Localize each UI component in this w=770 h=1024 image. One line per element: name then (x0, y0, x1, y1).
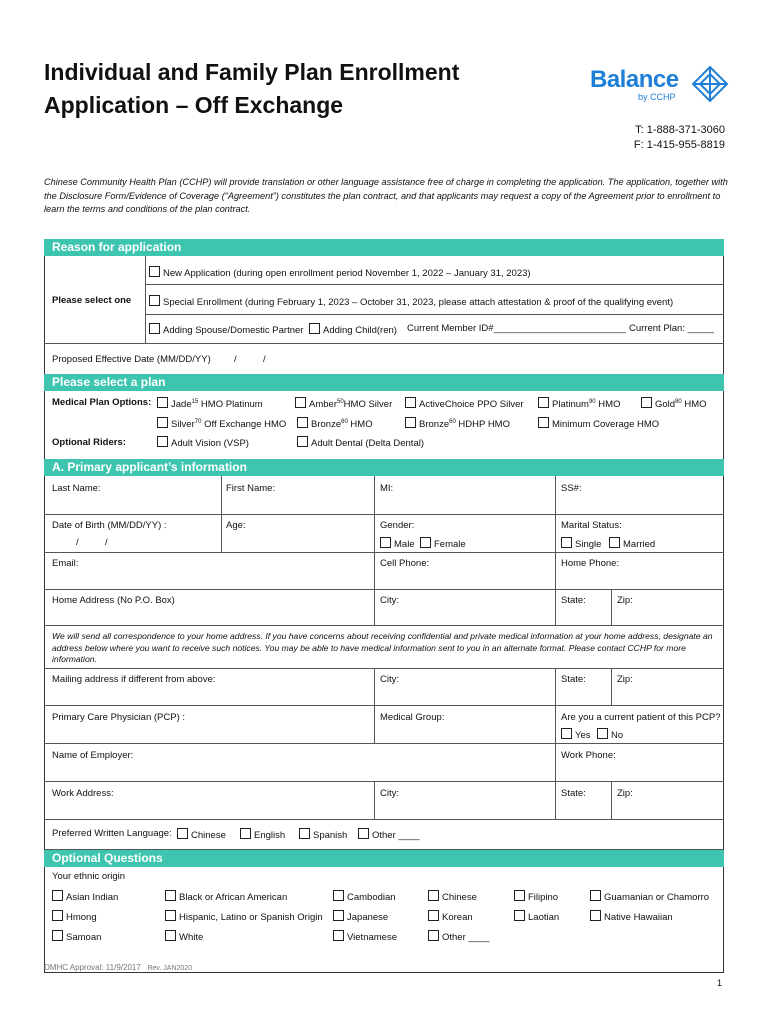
home-address-field[interactable]: Home Address (No P.O. Box) (52, 595, 175, 606)
date-separator: / (76, 537, 79, 548)
city-field[interactable]: City: (380, 595, 399, 606)
option-label: Samoan (66, 932, 102, 943)
work-address-field[interactable]: Work Address: (52, 788, 114, 799)
ethnicity-option[interactable] (165, 890, 287, 903)
female-checkbox[interactable] (420, 537, 431, 548)
rider-label: Adult Dental (Delta Dental) (311, 438, 424, 449)
plan-amber-checkbox[interactable] (295, 397, 306, 408)
ethnicity-option[interactable] (52, 890, 118, 903)
plan-label: HMO Platinum (198, 399, 263, 410)
plan-bronze-hdhp[interactable] (405, 417, 510, 430)
mailing-address-field[interactable]: Mailing address if different from above: (52, 674, 216, 685)
lang-english-checkbox[interactable] (240, 828, 251, 839)
ethnicity-checkbox[interactable] (590, 910, 601, 921)
plan-bronze-hdhp-checkbox[interactable] (405, 417, 416, 428)
date-separator: / (263, 354, 266, 365)
option-label: Filipino (528, 892, 559, 903)
mailing-state-field[interactable]: State: (561, 674, 586, 685)
special-enrollment-option[interactable] (149, 295, 673, 308)
plan-platinum-checkbox[interactable] (538, 397, 549, 408)
divider (44, 819, 724, 820)
ethnicity-option[interactable] (428, 890, 477, 903)
divider (555, 781, 556, 819)
divider (374, 476, 375, 625)
current-patient-yes[interactable] (561, 728, 591, 741)
address-notice: We will send all correspondence to your home address. If you have concerns about receiving confidential and private medical information at your home address, designate an address below where you want to receive such notices. You may be able to have medical information sent to you in an alternate format. Please contact CCHP for more information. (52, 631, 713, 664)
option-label: Laotian (528, 912, 560, 923)
option-label: Hispanic, Latino or Spanish Origin (179, 912, 323, 923)
plan-gold-checkbox[interactable] (641, 397, 652, 408)
option-label: Cambodian (347, 892, 396, 903)
option-label: Native Hawaiian (604, 912, 673, 923)
divider (44, 589, 724, 590)
marital-status-label: Marital Status: (561, 520, 622, 531)
divider (555, 668, 556, 781)
male-checkbox[interactable] (380, 537, 391, 548)
option-label: Korean (442, 912, 473, 923)
divider (44, 552, 724, 553)
plan-bronze-checkbox[interactable] (297, 417, 308, 428)
zip-field[interactable]: Zip: (617, 595, 633, 606)
logo: Balance (590, 66, 679, 93)
option-label: Other ____ (442, 932, 490, 943)
divider (44, 625, 724, 626)
divider (221, 476, 222, 552)
please-select-one-label: Please select one (52, 295, 132, 306)
work-city-field[interactable]: City: (380, 788, 399, 799)
new-application-checkbox[interactable] (149, 266, 160, 277)
option-label: No (611, 730, 624, 741)
plan-platinum[interactable] (538, 397, 620, 410)
divider (44, 514, 724, 515)
revision-text: Rev. JAN2020 (147, 965, 193, 972)
option-label: Hmong (66, 912, 97, 923)
plan-jade-checkbox[interactable] (157, 397, 168, 408)
option-label: Chinese (442, 892, 477, 903)
adding-spouse-option[interactable] (149, 323, 303, 336)
plan-amber[interactable] (295, 397, 392, 410)
special-enrollment-checkbox[interactable] (149, 295, 160, 306)
contact-info (634, 123, 725, 153)
rider-vision[interactable] (157, 436, 249, 449)
gender-female-option[interactable] (420, 537, 466, 550)
plan-label: Bronze (419, 419, 450, 430)
ethnicity-checkbox[interactable] (514, 890, 525, 901)
lang-chinese-option[interactable] (177, 828, 226, 841)
divider (145, 284, 724, 285)
ethnicity-checkbox[interactable] (52, 890, 63, 901)
plan-jade[interactable] (157, 397, 263, 410)
plan-label: HMO (347, 419, 373, 430)
plan-sup: 60 (341, 418, 348, 425)
ethnicity-option[interactable] (590, 890, 709, 903)
plan-label: Silver (171, 419, 195, 430)
plan-label: Jade (171, 399, 192, 410)
section-primary-header: A. Primary applicant’s information (44, 459, 724, 476)
option-label: Male (394, 539, 415, 550)
option-label: Adding Spouse/Domestic Partner (163, 325, 304, 336)
lang-chinese-checkbox[interactable] (177, 828, 188, 839)
ethnicity-option[interactable] (333, 890, 396, 903)
adding-child-checkbox[interactable] (309, 323, 320, 334)
divider (374, 781, 375, 819)
logo-subtitle: by CCHP (638, 92, 676, 102)
approval-text: DMHC Approval: 11/9/2017 (44, 963, 141, 972)
plan-silver[interactable] (157, 417, 286, 430)
divider (44, 743, 724, 744)
option-label: Yes (575, 730, 591, 741)
yes-checkbox[interactable] (561, 728, 572, 739)
section-reason-header: Reason for application (44, 239, 724, 256)
plan-gold[interactable] (641, 397, 707, 410)
plan-label: Platinum (552, 399, 589, 410)
marital-married-option[interactable] (609, 537, 655, 550)
option-label: New Application (during open enrollment period November 1, 2022 – January 31, 2023) (163, 268, 531, 279)
plan-sup: 60 (449, 418, 456, 425)
ethnicity-checkbox[interactable] (428, 910, 439, 921)
option-label: Married (623, 539, 656, 550)
option-label: Japanese (347, 912, 389, 923)
option-label: Vietnamese (347, 932, 397, 943)
marital-single-option[interactable] (561, 537, 601, 550)
option-label: Adding Child(ren) (323, 325, 397, 336)
lang-other-option[interactable] (358, 828, 420, 841)
medical-group-field[interactable]: Medical Group: (380, 712, 445, 723)
footer-approval (44, 963, 192, 972)
ethnicity-checkbox[interactable] (52, 910, 63, 921)
ethnicity-checkbox[interactable] (52, 930, 63, 941)
employer-field[interactable]: Name of Employer: (52, 750, 134, 761)
plan-bronze[interactable] (297, 417, 373, 430)
plan-label: Amber (309, 399, 337, 410)
mailing-city-field[interactable]: City: (380, 674, 399, 685)
mailing-zip-field[interactable]: Zip: (617, 674, 633, 685)
plan-label: HMO (595, 399, 621, 410)
ethnic-origin-label: Your ethnic origin (52, 871, 126, 882)
ethnicity-option[interactable] (52, 930, 101, 943)
section-plan-header: Please select a plan (44, 374, 724, 391)
no-checkbox[interactable] (597, 728, 608, 739)
plan-label: Bronze (311, 419, 342, 430)
ethnicity-checkbox[interactable] (165, 890, 176, 901)
option-label: English (254, 830, 286, 841)
state-field[interactable]: State: (561, 595, 586, 606)
optional-riders-label: Optional Riders: (52, 437, 126, 448)
ethnicity-checkbox[interactable] (590, 890, 601, 901)
option-label: Special Enrollment (during February 1, 2023 – October 31, 2023, please attach attestation & proof of the qualifying event) (163, 297, 674, 308)
divider (44, 668, 724, 669)
cell-phone-field[interactable]: Cell Phone: (380, 558, 430, 569)
ethnicity-option[interactable] (428, 930, 490, 943)
plan-silver-checkbox[interactable] (157, 417, 168, 428)
medical-plan-options-label: Medical Plan Options: (52, 397, 152, 408)
plan-label: ActiveChoice PPO Silver (419, 399, 524, 410)
first-name-field[interactable]: First Name: (226, 483, 276, 494)
ethnicity-option[interactable] (514, 890, 558, 903)
intro-paragraph: Chinese Community Health Plan (CCHP) will provide translation or other language assistance free of charge in completing the application. The application, together with the Disclosure Form/Evidence of Coverage (“Agreement”) constitutes the plan contract, and that applicants may request a copy of the Agreement prior to enrollment to learn the terms and conditions of the plan contract. (44, 177, 728, 214)
ethnicity-checkbox[interactable] (333, 910, 344, 921)
page-number: 1 (716, 978, 722, 988)
gender-label: Gender: (380, 520, 415, 531)
plan-label: Minimum Coverage HMO (552, 419, 660, 430)
divider (145, 256, 146, 343)
ethnicity-checkbox[interactable] (333, 890, 344, 901)
divider (611, 781, 612, 819)
email-field[interactable]: Email: (52, 558, 79, 569)
divider (374, 668, 375, 743)
option-label: Guamanian or Chamorro (604, 892, 710, 903)
work-zip-field[interactable]: Zip: (617, 788, 633, 799)
pcp-field[interactable]: Primary Care Physician (PCP) : (52, 712, 186, 723)
plan-activechoice[interactable] (405, 397, 524, 410)
rider-dental[interactable] (297, 436, 424, 449)
title-line-1: Individual and Family Plan Enrollment (44, 59, 460, 85)
preferred-language-label: Preferred Written Language: (52, 828, 172, 839)
ethnicity-option[interactable] (165, 910, 323, 923)
rider-dental-checkbox[interactable] (297, 436, 308, 447)
current-patient-label: Are you a current patient of this PCP? (561, 712, 721, 723)
plan-activechoice-checkbox[interactable] (405, 397, 416, 408)
new-application-option[interactable] (149, 266, 531, 279)
ethnicity-checkbox[interactable] (428, 930, 439, 941)
effective-date-label: Proposed Effective Date (MM/DD/YY) (52, 354, 211, 365)
work-state-field[interactable]: State: (561, 788, 586, 799)
divider (44, 343, 724, 344)
lang-other-checkbox[interactable] (358, 828, 369, 839)
fax-number: F: 1-415-955-8819 (633, 139, 725, 151)
last-name-field[interactable]: Last Name: (52, 483, 101, 494)
divider (44, 781, 724, 782)
ethnicity-checkbox[interactable] (428, 890, 439, 901)
ethnicity-option[interactable] (165, 930, 203, 943)
date-separator: / (234, 354, 237, 365)
current-plan-field[interactable]: Current Plan: _____ (629, 323, 715, 334)
adding-child-option[interactable] (309, 323, 397, 336)
plan-label: Off Exchange HMO (201, 419, 287, 430)
divider (555, 476, 556, 625)
phone-number: T: 1-888-371-3060 (635, 124, 725, 136)
plan-sup: 90 (588, 398, 596, 405)
rider-label: Adult Vision (VSP) (171, 438, 249, 449)
lang-english-option[interactable] (240, 828, 285, 841)
logo-diamond-icon (690, 64, 730, 109)
plan-label: HDHP HMO (455, 419, 510, 430)
divider (44, 705, 724, 706)
lang-spanish-option[interactable] (299, 828, 347, 841)
ethnicity-option[interactable] (333, 930, 397, 943)
ethnicity-option[interactable] (514, 910, 559, 923)
lang-spanish-checkbox[interactable] (299, 828, 310, 839)
option-label: White (179, 932, 204, 943)
option-label: Other ____ (372, 830, 420, 841)
plan-sup: 15 (191, 398, 199, 405)
divider (611, 668, 612, 705)
divider (611, 589, 612, 625)
title-line-2: Application – Off Exchange (44, 92, 344, 118)
ethnicity-checkbox[interactable] (333, 930, 344, 941)
home-phone-field[interactable]: Home Phone: (561, 558, 620, 569)
plan-label: Gold (655, 399, 676, 410)
plan-minimum-checkbox[interactable] (538, 417, 549, 428)
single-checkbox[interactable] (561, 537, 572, 548)
option-label: Asian Indian (66, 892, 119, 903)
option-label: Spanish (313, 830, 348, 841)
ethnicity-option[interactable] (52, 910, 97, 923)
ethnicity-option[interactable] (590, 910, 673, 923)
plan-minimum[interactable] (538, 417, 659, 430)
ethnicity-option[interactable] (333, 910, 388, 923)
plan-label: HMO (681, 399, 707, 410)
option-label: Female (434, 539, 466, 550)
divider (145, 314, 724, 315)
plan-label: HMO Silver (343, 399, 393, 410)
work-phone-field[interactable]: Work Phone: (561, 750, 616, 761)
ethnicity-option[interactable] (428, 910, 473, 923)
section-optional-header: Optional Questions (44, 850, 724, 867)
option-label: Single (575, 539, 602, 550)
gender-male-option[interactable] (380, 537, 415, 550)
adding-spouse-checkbox[interactable] (149, 323, 160, 334)
mi-field[interactable]: MI: (380, 483, 394, 494)
age-field[interactable]: Age: (226, 520, 246, 531)
dob-field[interactable]: Date of Birth (MM/DD/YY) : (52, 520, 167, 531)
plan-sup: 80 (675, 398, 682, 405)
ssn-field[interactable]: SS#: (561, 483, 582, 494)
ethnicity-checkbox[interactable] (165, 910, 176, 921)
current-patient-no[interactable] (597, 728, 623, 741)
current-member-id-field[interactable]: Current Member ID#_________________________ (407, 323, 626, 334)
ethnicity-checkbox[interactable] (165, 930, 176, 941)
option-label: Chinese (191, 830, 226, 841)
ethnicity-checkbox[interactable] (514, 910, 525, 921)
page-title (44, 56, 459, 122)
rider-vision-checkbox[interactable] (157, 436, 168, 447)
plan-sup: 50 (336, 398, 344, 405)
option-label: Black or African American (179, 892, 288, 903)
date-separator: / (105, 537, 108, 548)
plan-sup: 70 (194, 418, 202, 425)
married-checkbox[interactable] (609, 537, 620, 548)
